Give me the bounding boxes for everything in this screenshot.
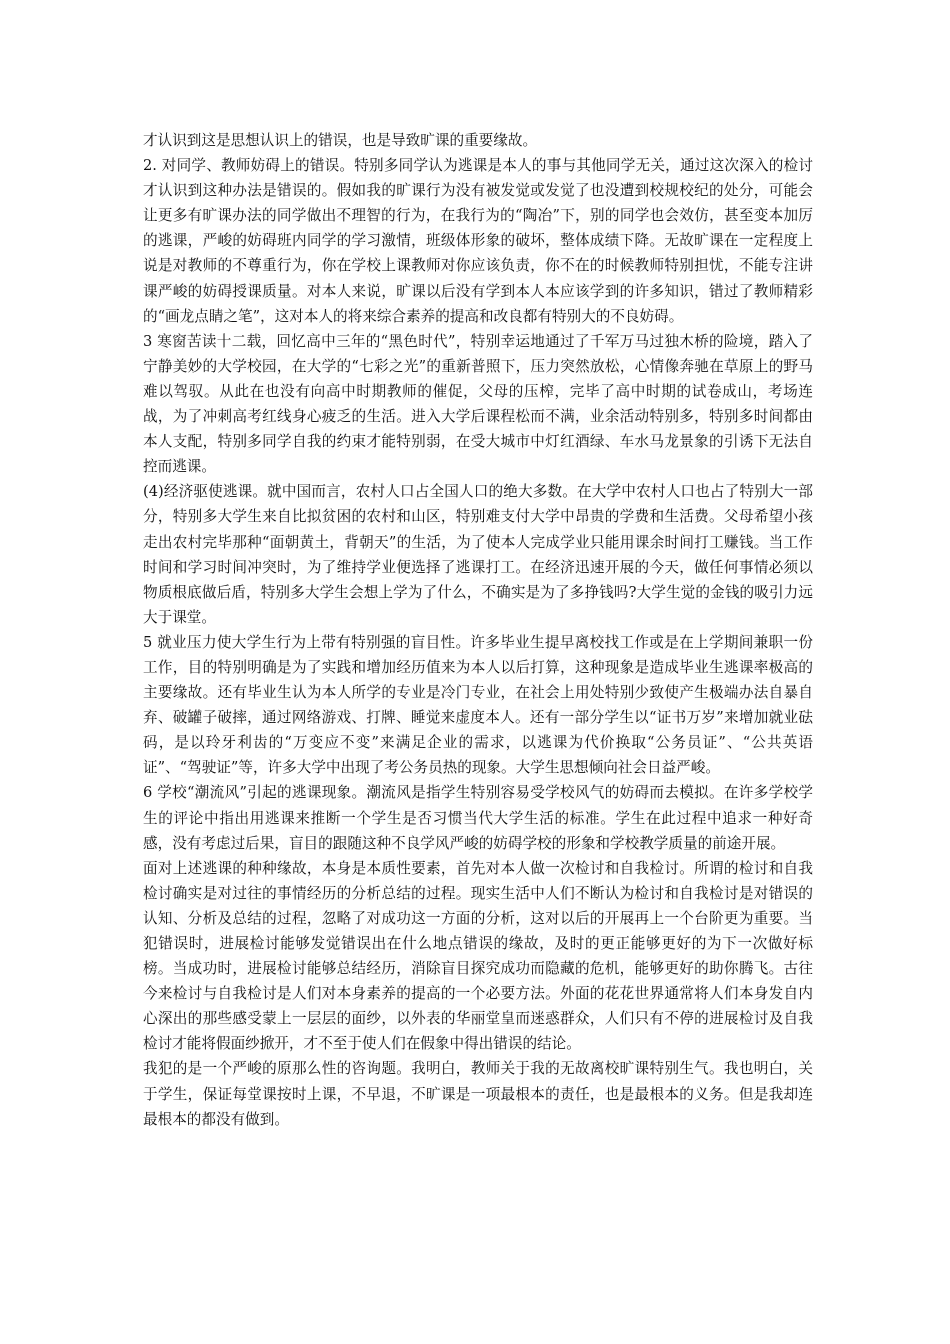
paragraph-point-5: 5 就业压力使大学生行为上带有特别强的盲目性。许多毕业生提早离校找工作或是在上学期间兼职一份工作，目的特别明确是为了实践和增加经历值来为本人以后打算，这种现象是造成毕业生逃课率极高的主要缘故。还有毕业生认为本人所学的专业是冷门专业，在社会上用处特别少致使产生极端办法自暴自弃、破罐子破摔，通过网络游戏、打牌、睡觉来虚度本人。还有一部分学生以“证书万岁”来增加就业砝码，是以玲牙利齿的“万变应不变”来满足企业的需求，以逃课为代价换取“公务员证”、“公共英语证”、“驾驶证”等，许多大学中出现了考公务员热的现象。大学生思想倾向社会日益严峻。 <box>143 633 813 777</box>
paragraph-self-review: 面对上述逃课的种种缘故，本身是本质性要素，首先对本人做一次检讨和自我检讨。所谓的检讨和自我检讨确实是对过往的事情经历的分析总结的过程。现实生活中人们不断认为检讨和自我检讨是对错误的认知、分析及总结的过程，忽略了对成功这一方面的分析，这对以后的开展再上一个台阶更为重要。当犯错误时，进展检讨能够发觉错误出在什么地点错误的缘故，及时的更正能够更好的为下一次做好标榜。当成功时，进展检讨能够总结经历，消除盲目探究成功而隐藏的危机，能够更好的助你腾飞。古往今来检讨与自我检讨是人们对本身素养的提高的一个必要方法。外面的花花世界通常将人们本身发自内心深出的那些感受蒙上一层层的面纱，以外表的华丽堂皇而迷惑群众，人们只有不停的进展检讨及自我检讨才能将假面纱掀开，才不至于使人们在假象中得出错误的结论。 <box>143 859 813 1053</box>
paragraph-point-6: 6 学校“潮流风”引起的逃课现象。潮流风是指学生特别容易受学校风气的妨碍而去模拟。在许多学校学生的评论中指出用逃课来推断一个学生是否习惯当代大学生活的标准。学生在此过程中追求一种好奇感，没有考虑过后果，盲目的跟随这种不良学风严峻的妨碍学校的形象和学校教学质量的前途开展。 <box>143 784 813 852</box>
paragraph-point-4: (4)经济驱使逃课。就中国而言，农村人口占全国人口的绝大多数。在大学中农村人口也占了特别大一部分，特别多大学生来自比拟贫困的农村和山区，特别难支付大学中昂贵的学费和生活费。父母希望小孩走出农村完毕那种“面朝黄土，背朝天”的生活，为了使本人完成学业只能用课余时间打工赚钱。当工作时间和学习时间冲突时，为了维持学业便选择了逃课打工。在经济迅速开展的今天，做任何事情必须以物质根底做后盾，特别多大学生会想上学为了什么，不确实是为了多挣钱吗?大学生觉的金钱的吸引力远大于课堂。 <box>143 483 813 626</box>
paragraph-intro-continuation: 才认识到这是思想认识上的错误，也是导致旷课的重要缘故。 <box>143 132 538 149</box>
document-body <box>143 128 813 1132</box>
paragraph-point-3: 3 寒窗苦读十二载，回忆高中三年的“黑色时代”，特别幸运地通过了千军万马过独木桥的险境，踏入了宁静美妙的大学校园，在大学的“七彩之光”的重新普照下，压力突然放松，心情像奔驰在草原上的野马难以驾驭。从此在也没有向高中时期教师的催促，父母的压榨，完毕了高中时期的试卷成山，考场连战，为了冲刺高考红线身心疲乏的生活。进入大学后课程松而不满，业余活动特别多，特别多时间都由本人支配，特别多同学自我的约束才能特别弱，在受大城市中灯红酒绿、车水马龙景象的引诱下无法自控而逃课。 <box>143 332 813 476</box>
paragraph-point-2: 2. 对同学、教师妨碍上的错误。特别多同学认为逃课是本人的事与其他同学无关，通过这次深入的检讨才认识到这种办法是错误的。假如我的旷课行为没有被发觉或发觉了也没遭到校规校纪的处分，可能会让更多有旷课办法的同学做出不理智的行为，在我行为的“陶冶”下，别的同学也会效仿，甚至变本加厉的逃课，严峻的妨碍班内同学的学习激情，班级体形象的破坏，整体成绩下降。无故旷课在一定程度上说是对教师的不尊重行为，你在学校上课教师对你应该负责，你不在的时候教师特别担忧，不能专注讲课严峻的妨碍授课质量。对本人来说，旷课以后没有学到本人本应该学到的许多知识，错过了教师精彩的“画龙点睛之笔”，这对本人的将来综合素养的提高和改良都有特别大的不良妨碍。 <box>143 157 813 325</box>
paragraph-conclusion: 我犯的是一个严峻的原那么性的咨询题。我明白，教师关于我的无故离校旷课特别生气。我也明白，关于学生，保证每堂课按时上课，不早退，不旷课是一项最根本的责任，也是最根本的义务。但是我却连最根本的都没有做到。 <box>143 1060 813 1128</box>
